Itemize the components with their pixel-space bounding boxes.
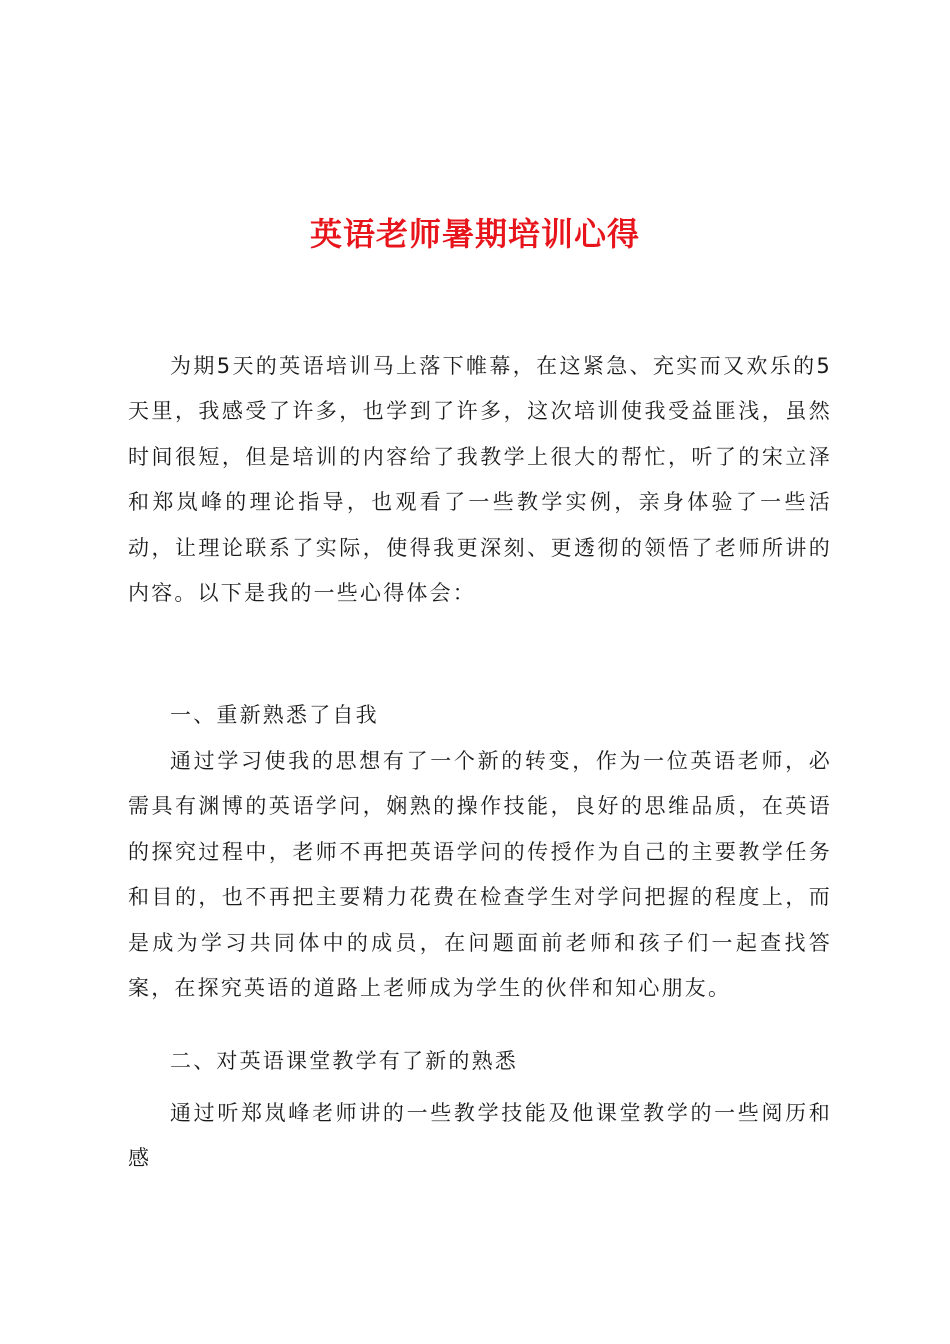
section-2-text: 通过听郑岚峰老师讲的一些教学技能及他课堂教学的一些阅历和感 (128, 1101, 832, 1171)
section-2-paragraph (128, 1091, 832, 1182)
section-1-text: 通过学习使我的思想有了一个新的转变，作为一位英语老师，必需具有渊博的英语学问，娴熟的操作技能，良好的思维品质，在英语的探究过程中，老师不再把英语学问的传授作为自己的主要教学任务和目的，也不再把主要精力花费在检查学生对学问把握的程度上，而是成为学习共同体中的成员，在问题面前老师和孩子们一起查找答案，在探究英语的道路上老师成为学生的伙伴和知心朋友。 (128, 749, 832, 1001)
intro-paragraph (128, 344, 832, 616)
document-title: 英语老师暑期培训心得 (309, 215, 640, 253)
section-1-paragraph (128, 739, 832, 1011)
section-1-heading: 一、重新熟悉了自我 (170, 703, 379, 727)
section-2-heading-block (128, 1039, 832, 1084)
section-2-heading: 二、对英语课堂教学有了新的熟悉 (170, 1049, 518, 1073)
section-1-heading-block (128, 693, 832, 738)
intro-text: 为期5天的英语培训马上落下帷幕，在这紧急、充实而又欢乐的5天里，我感受了许多，也学到了许多，这次培训使我受益匪浅，虽然时间很短，但是培训的内容给了我教学上很大的帮忙，听了的宋立泽和郑岚峰的理论指导，也观看了一些教学实例，亲身体验了一些活动，让理论联系了实际，使得我更深刻、更透彻的领悟了老师所讲的内容。以下是我的一些心得体会： (128, 354, 832, 606)
